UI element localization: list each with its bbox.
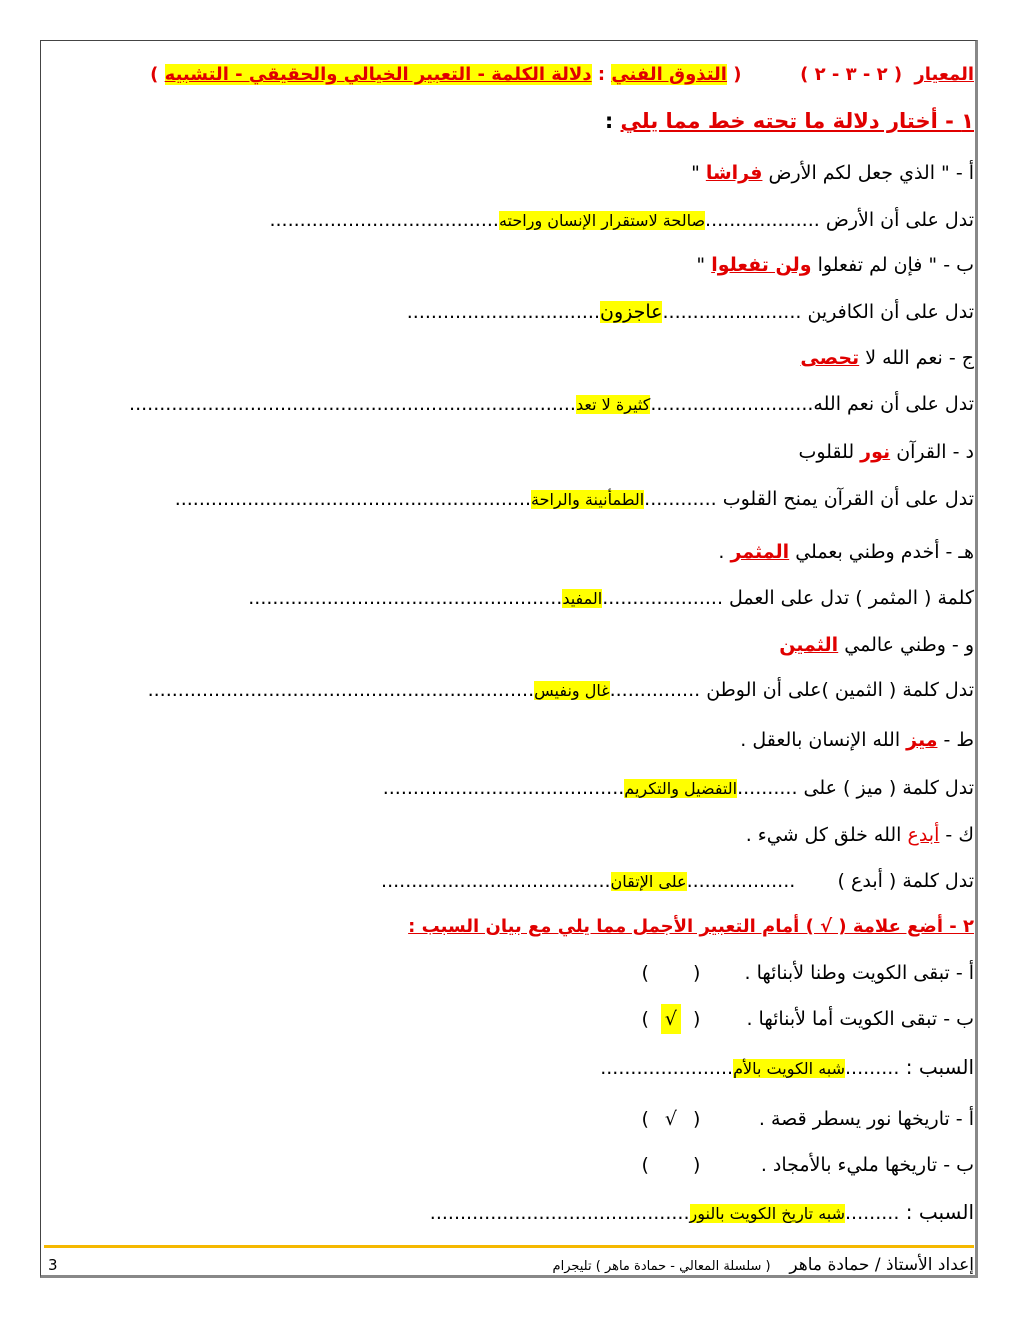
q2-title-text: ٢ - أضع علامة ( √ ) أمام التعبير الأجمل مما يلي مع بيان السبب : <box>408 916 974 937</box>
item-prefix: و - وطني عالمي <box>838 634 974 656</box>
underlined-word: المثمر <box>730 541 790 563</box>
answer-dots: ............ <box>644 488 717 510</box>
q1-item-e <box>718 537 974 567</box>
answer-dots: ......... <box>845 1202 900 1224</box>
q2-pair2-option-a <box>636 1104 974 1134</box>
item-prefix: ك - <box>939 824 974 846</box>
answer-dots: ........................................... <box>429 1202 690 1224</box>
answer-text: الطمأنينة والراحة <box>531 490 645 509</box>
criterion-value: ( ٢ - ٣ - ٢ ) <box>800 64 903 85</box>
q1-item-f <box>779 630 974 660</box>
q1-answer-b <box>407 297 974 327</box>
reason-label: السبب : <box>899 1055 974 1079</box>
q1-answer-h <box>381 866 974 897</box>
answer-dots: ...................... <box>600 1057 734 1079</box>
answer-dots: .................................................... <box>248 587 563 609</box>
topic-open: ( <box>733 64 742 85</box>
answer-text: على الإتقان <box>610 872 687 891</box>
item-suffix: الله خلق كل شيء . <box>745 824 908 846</box>
option-text: ب - تبقى الكويت أما لأبنائها . <box>746 1008 974 1030</box>
answer-dots: ................... <box>705 209 820 231</box>
answer-text: غال ونفيس <box>534 681 610 700</box>
q1-item-c <box>800 343 974 373</box>
answer-text: المفيد <box>562 589 603 608</box>
answer-text: التفضيل والتكريم <box>624 779 738 798</box>
answer-dots: ......... <box>845 1057 900 1079</box>
criterion-header <box>150 60 974 90</box>
item-prefix: ب - " فإن لم تفعلوا <box>811 254 974 276</box>
item-prefix: ج - نعم الله لا <box>859 347 974 369</box>
q1-answer-g <box>383 773 974 804</box>
topic-sep: : <box>591 64 612 85</box>
answer-dots: ................................................................ <box>147 679 535 701</box>
item-suffix: " <box>696 254 712 276</box>
footer-rule <box>44 1245 974 1248</box>
item-suffix: الله الإنسان بالعقل . <box>740 729 907 751</box>
item-suffix: . <box>718 541 731 563</box>
q1-answer-c <box>129 389 974 420</box>
answer-dots: ........................... <box>650 393 814 415</box>
reason-label: السبب : <box>899 1200 974 1224</box>
check-box[interactable]: ( ) <box>641 1154 701 1176</box>
q1-title-text: ١ - أختار دلالة ما تحته خط مما يلي <box>620 109 974 133</box>
option-text: أ - تبقى الكويت وطنا لأبنائها . <box>744 962 974 984</box>
reason-text: شبه تاريخ الكويت بالنور <box>689 1204 846 1223</box>
check-mark: √ <box>664 1108 677 1130</box>
answer-lead: تدل كلمة ( أبدع ) <box>795 870 974 892</box>
answer-text: عاجزون <box>600 301 663 323</box>
q2-pair1-option-b <box>636 1004 974 1034</box>
q1-title <box>605 106 974 136</box>
q1-answer-d <box>175 484 974 515</box>
q2-pair2-option-b <box>636 1150 974 1180</box>
q2-pair2-reason <box>430 1197 974 1229</box>
answer-dots: ...................................... <box>269 209 499 231</box>
answer-dots: .......................................................................... <box>129 393 576 415</box>
item-suffix: للقلوب <box>798 441 861 463</box>
answer-dots: ....................... <box>662 301 802 323</box>
answer-lead: تدل كلمة ( الثمين )على أن الوطن <box>700 679 974 701</box>
footer-series: ( سلسلة المعالي - حمادة ماهر ) تليجرام <box>552 1259 771 1274</box>
page-number: 3 <box>48 1256 58 1274</box>
item-prefix: د - القرآن <box>890 441 974 463</box>
item-prefix: هـ - أخدم وطني بعملي <box>789 541 974 563</box>
answer-lead: تدل على أن القرآن يمنح القلوب <box>716 488 974 510</box>
underlined-word: أبدع <box>907 824 940 846</box>
q1-item-g <box>740 725 974 755</box>
check-mark: √ <box>661 1004 681 1034</box>
option-text: أ - تاريخها نور يسطر قصة . <box>758 1108 974 1130</box>
underlined-word: تحصى <box>800 347 860 369</box>
q1-item-a <box>691 158 974 188</box>
q2-pair1-reason <box>600 1052 974 1084</box>
q1-item-b <box>696 250 974 280</box>
answer-lead: تدل كلمة ( ميز ) على <box>797 777 974 799</box>
check-box[interactable]: ( √ ) <box>636 1104 706 1134</box>
answer-lead: تدل على أن الكافرين <box>801 301 974 323</box>
answer-lead: كلمة ( المثمر ) تدل على العمل <box>723 587 974 609</box>
topic-rest: دلالة الكلمة - التعبير الخيالي والحقيقي - التشبيه <box>164 64 592 85</box>
answer-dots: ........................................ <box>382 777 625 799</box>
underlined-word: فراشا <box>705 162 763 184</box>
answer-dots: ............... <box>609 679 701 701</box>
q1-title-colon: : <box>604 109 621 133</box>
answer-dots: ................................ <box>406 301 600 323</box>
answer-dots: .................. <box>686 870 796 892</box>
option-text: ب - تاريخها مليء بالأمجاد . <box>760 1154 974 1176</box>
q1-item-d <box>798 437 974 467</box>
q1-answer-f <box>148 675 974 706</box>
underlined-word: ولن تفعلوا <box>711 254 812 276</box>
answer-text: كثيرة لا تعد <box>575 395 651 414</box>
item-prefix: أ - " الذي جعل لكم الأرض <box>762 162 974 184</box>
reason-text: شبه الكويت بالأم <box>733 1059 846 1078</box>
q1-answer-a <box>269 205 974 236</box>
answer-dots: .......... <box>737 777 798 799</box>
answer-lead: تدل على أن الأرض <box>819 209 974 231</box>
check-box[interactable]: ( √ ) <box>636 1004 706 1034</box>
answer-dots: ........................................................... <box>174 488 532 510</box>
answer-text: صالحة لاستقرار الإنسان وراحته <box>498 211 706 230</box>
q1-item-h <box>746 820 974 850</box>
criterion-label: المعيار <box>914 64 974 85</box>
item-prefix: ط - <box>937 729 974 751</box>
footer <box>44 1252 974 1278</box>
underlined-word: ميز <box>906 729 938 751</box>
underlined-word: الثمين <box>779 634 839 656</box>
q1-answer-e <box>248 583 974 614</box>
q2-pair1-option-a <box>636 958 974 988</box>
underlined-word: نور <box>860 441 891 463</box>
q2-title <box>408 912 974 942</box>
footer-author: إعداد الأستاذ / حمادة ماهر <box>789 1255 974 1275</box>
topic-title: التذوق الفني <box>611 64 727 85</box>
answer-lead: تدل على أن نعم الله <box>813 393 974 415</box>
check-box[interactable]: ( ) <box>641 962 701 984</box>
answer-dots: .................... <box>602 587 723 609</box>
item-suffix: " <box>691 162 706 184</box>
topic-close: ) <box>150 64 165 85</box>
answer-dots: ...................................... <box>381 870 611 892</box>
